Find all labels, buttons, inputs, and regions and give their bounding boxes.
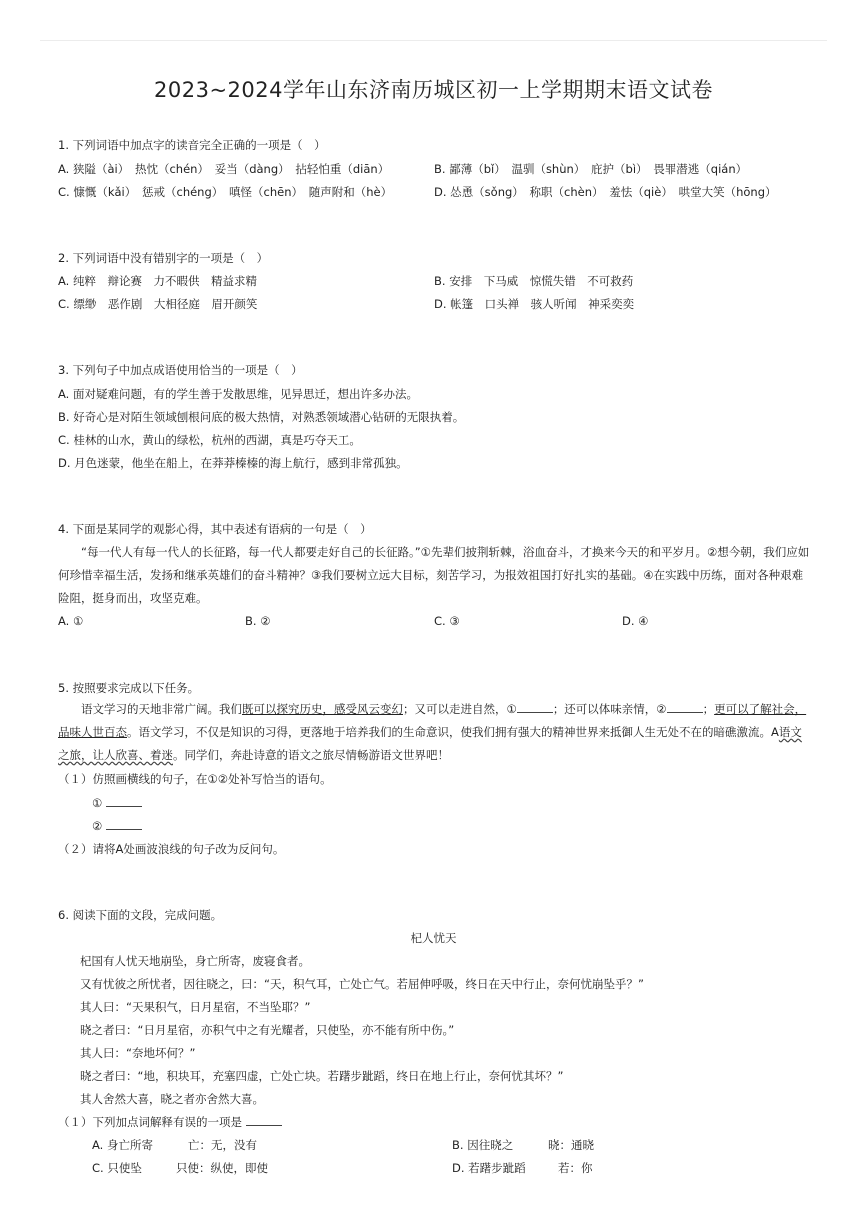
q2-option-d: D. 帐篷 口头禅 骇人听闻 神采奕奕 — [434, 297, 635, 311]
q1-option-c: C. 慷慨（kǎi） 惩戒（chéng） 嗔怪（chēn） 随声附和（hè） — [58, 185, 393, 199]
q3-option-a: A. 面对疑难问题，有的学生善于发散思维，见异思迁，想出许多办法。 — [58, 387, 418, 401]
q5-stem: 5. 按照要求完成以下任务。 — [58, 681, 200, 695]
q4-stem: 4. 下面是某同学的观影心得，其中表述有语病的一句是（ ） — [58, 522, 372, 536]
q6-line: 其人曰：“天果积气，日月星宿，不当坠耶？” — [80, 1000, 311, 1014]
q4-option-d: D. ④ — [622, 614, 649, 628]
q3-option-b: B. 好奇心是对陌生领域刨根问底的极大热情，对熟悉领域潜心钻研的无限执着。 — [58, 410, 465, 424]
q5-sub1: （１）仿照画横线的句子，在①②处补写恰当的语句。 — [58, 772, 332, 786]
q5-underlined-sentence-1: 既可以探究历史，感受风云变幻 — [242, 702, 403, 716]
q6-option-b-word: B. 因往晓之 — [452, 1138, 514, 1152]
q5-passage — [58, 698, 810, 767]
q6-line: 晓之者曰：“地，积块耳，充塞四虚，亡处亡块。若躇步跐蹈，终日在地上行止，奈何忧其坏？” — [80, 1069, 564, 1083]
q6-option-c-word: C. 只使坠 — [92, 1161, 142, 1175]
q3-option-c: C. 桂林的山水，黄山的绿松，杭州的西湖，真是巧夺天工。 — [58, 433, 361, 447]
q5-mark-2: ② — [92, 819, 103, 833]
q1-option-b: B. 鄙薄（bǐ） 温驯（shùn） 庇护（bì） 畏罪潜逃（qián） — [434, 162, 748, 176]
q6-option-a-gloss: 亡：无，没有 — [188, 1138, 257, 1152]
q6-passage-title: 杞人忧天 — [410, 931, 457, 945]
q5-answer-line-1 — [92, 795, 142, 811]
q5-text: 。同学们，奔赴诗意的语文之旅尽情畅游语文世界吧！ — [173, 748, 449, 762]
q5-underlined-sentence-2: 更可以了解社会，品味人世百态 — [58, 702, 807, 739]
q5-blank-2[interactable] — [667, 702, 703, 713]
q1-stem: 1. 下列词语中加点字的读音完全正确的一项是（ ） — [58, 138, 326, 152]
q5-answer-blank-1[interactable] — [106, 796, 142, 807]
q6-stem: 6. 阅读下面的文段，完成问题。 — [58, 908, 223, 922]
q1-option-d: D. 怂恿（sǒng） 称职（chèn） 羞怯（qiè） 哄堂大笑（hōng） — [434, 185, 777, 199]
q5-text: ； — [702, 702, 715, 716]
q4-option-a: A. ① — [58, 614, 84, 628]
q2-option-a: A. 纯粹 辩论赛 力不暇供 精益求精 — [58, 274, 257, 288]
q5-sub2: （２）请将A处画波浪线的句子改为反问句。 — [58, 842, 285, 856]
q2-stem: 2. 下列词语中没有错别字的一项是（ ） — [58, 251, 269, 265]
q1-option-a: A. 狭隘（ài） 热忱（chén） 妥当（dàng） 拈轻怕重（diān） — [58, 162, 390, 176]
q6-sub1-blank[interactable] — [246, 1115, 282, 1126]
q4-option-c: C. ③ — [434, 614, 460, 628]
q4-passage: “每一代人有每一代人的长征路，每一代人都要走好自己的长征路。”①先辈们披荆斩棘，浴血奋斗，才换来今天的和平岁月。②想今朝，我们应如何珍惜幸福生活，发扬和继承英雄们的奋斗精神？③我们要树立远大目标，刻苦学习，为报效祖国打好扎实的基础。④在实践中历练，面对各种艰难险阻，挺身而出，攻坚克难。 — [58, 545, 810, 605]
q6-sub1-text: （１）下列加点词解释有误的一项是 — [58, 1115, 242, 1129]
q5-text: ；又可以走进自然，① — [403, 702, 517, 716]
q5-answer-line-2 — [92, 818, 142, 834]
q2-option-b: B. 安排 下马威 惊慌失错 不可救药 — [434, 274, 634, 288]
q6-option-d-gloss: 若：你 — [558, 1161, 593, 1175]
q5-mark-1: ① — [92, 796, 103, 810]
q3-option-d: D. 月色迷蒙，他坐在船上，在莽莽榛榛的海上航行，感到非常孤独。 — [58, 456, 408, 470]
q6-line: 杞国有人忧天地崩坠，身亡所寄，废寝食者。 — [80, 954, 310, 968]
q6-line: 其人舍然大喜，晓之者亦舍然大喜。 — [80, 1092, 264, 1106]
q6-sub1 — [58, 1114, 282, 1130]
q5-blank-1[interactable] — [517, 702, 553, 713]
q3-stem: 3. 下列句子中加点成语使用恰当的一项是（ ） — [58, 363, 303, 377]
q5-text: 。语文学习，不仅是知识的习得，更落地于培养我们的生命意识，使我们拥有强大的精神世界来抵御人生无处不在的暗礁激流。A — [127, 725, 779, 739]
page-title: 2023~2024学年山东济南历城区初一上学期期末语文试卷 — [154, 78, 713, 102]
q4-option-b: B. ② — [245, 614, 271, 628]
q6-line: 其人曰：“奈地坏何？” — [80, 1046, 196, 1060]
q5-answer-blank-2[interactable] — [106, 819, 142, 830]
q6-option-d-word: D. 若躇步跐蹈 — [452, 1161, 526, 1175]
q5-wavy-sentence: 语文之旅，让人欣喜、着迷 — [58, 725, 802, 762]
q6-option-a-word: A. 身亡所寄 — [92, 1138, 153, 1152]
q6-option-c-gloss: 只使：纵使，即使 — [176, 1161, 268, 1175]
q6-line: 又有忧彼之所忧者，因往晓之，曰：“天，积气耳，亡处亡气。若屈伸呼吸，终日在天中行止，奈何忧崩坠乎？” — [80, 977, 644, 991]
q6-line: 晓之者曰：“日月星宿，亦积气中之有光耀者，只使坠，亦不能有所中伤。” — [80, 1023, 455, 1037]
top-divider — [40, 40, 827, 41]
q5-text: ；还可以体味亲情，② — [552, 702, 667, 716]
q6-option-b-gloss: 晓：通晓 — [548, 1138, 594, 1152]
q5-text: 语文学习的天地非常广阔。我们 — [81, 702, 242, 716]
q2-option-c: C. 缥缈 恶作剧 大相径庭 眉开颜笑 — [58, 297, 258, 311]
